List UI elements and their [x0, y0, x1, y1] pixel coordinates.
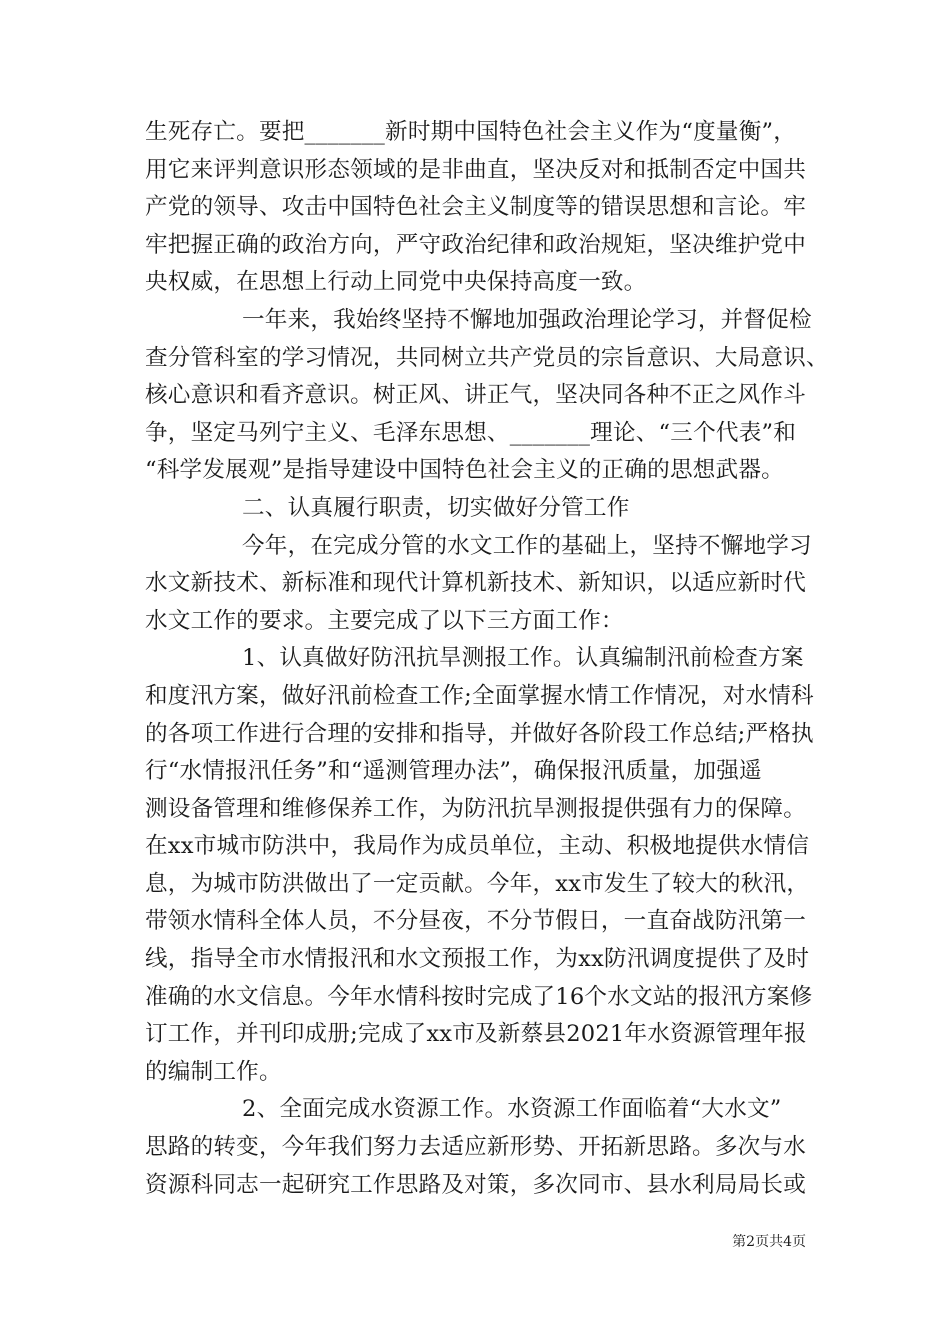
text-line: 产党的领导、攻击中国特色社会主义制度等的错误思想和言论。牢 [145, 194, 807, 221]
text-line: 的各项工作进行合理的安排和指导，并做好各阶段工作总结;严格执 [145, 720, 814, 747]
text-line: 央权威，在思想上行动上同党中央保持高度一致。 [145, 269, 647, 296]
text-line: 1、认真做好防汛抗旱测报工作。认真编制汛前检查方案 [242, 645, 804, 672]
text-line: 水文工作的要求。主要完成了以下三方面工作： [145, 607, 624, 634]
text-line: 的编制工作。 [145, 1058, 282, 1085]
text-line: 线，指导全市水情报汛和水文预报工作，为xx防汛调度提供了及时 [145, 946, 810, 973]
text-line: 2、全面完成水资源工作。水资源工作面临着“大水文” [242, 1096, 782, 1123]
text-line: 测设备管理和维修保养工作，为防汛抗旱测报提供强有力的保障。 [145, 795, 807, 822]
text-line: 水文新技术、新标准和现代计算机新技术、新知识，以适应新时代 [145, 570, 807, 597]
text-line: 在xx市城市防洪中，我局作为成员单位，主动、积极地提供水情信 [145, 833, 810, 860]
text-line: 一年来，我始终坚持不懈地加强政治理论学习，并督促检 [242, 306, 812, 333]
text-line: 今年，在完成分管的水文工作的基础上，坚持不懈地学习 [242, 532, 812, 559]
text-line: 查分管科室的学习情况，共同树立共产党员的宗旨意识、大局意识、 [145, 344, 829, 371]
text-line: 二、认真履行职责，切实做好分管工作 [242, 494, 630, 521]
text-line: 息，为城市防洪做出了一定贡献。今年，xx市发生了较大的秋汛， [145, 870, 810, 897]
page-number: 第2页共4页 [732, 1234, 806, 1250]
text-line: 行“水情报汛任务”和“遥测管理办法”，确保报汛质量，加强遥 [145, 758, 762, 785]
text-line: 带领水情科全体人员，不分昼夜，不分节假日，一直奋战防汛第一 [145, 908, 807, 935]
body-text [145, 114, 829, 1204]
text-line: 牢把握正确的政治方向，严守政治纪律和政治规矩，坚决维护党中 [145, 231, 807, 258]
text-line: 和度汛方案，做好汛前检查工作;全面掌握水情工作情况，对水情科 [145, 682, 814, 709]
text-line: 用它来评判意识形态领域的是非曲直，坚决反对和抵制否定中国共 [145, 156, 807, 183]
text-line: 资源科同志一起研究工作思路及对策，多次同市、县水利局局长或 [145, 1171, 807, 1198]
text-line: 订工作，并刊印成册;完成了xx市及新蔡县2021年水资源管理年报 [145, 1021, 807, 1048]
text-line: 生死存亡。要把_______新时期中国特色社会主义作为“度量衡”， [145, 119, 797, 145]
text-line: “科学发展观”是指导建设中国特色社会主义的正确的思想武器。 [145, 457, 784, 484]
text-line: 思路的转变，今年我们努力去适应新形势、开拓新思路。多次与水 [145, 1134, 807, 1161]
text-line: 准确的水文信息。今年水情科按时完成了16个水文站的报汛方案修 [145, 983, 813, 1010]
text-line: 核心意识和看齐意识。树正风、讲正气，坚决同各种不正之风作斗 [145, 382, 807, 409]
text-line: 争，坚定马列宁主义、毛泽东思想、_______理论、“三个代表”和 [145, 419, 797, 446]
